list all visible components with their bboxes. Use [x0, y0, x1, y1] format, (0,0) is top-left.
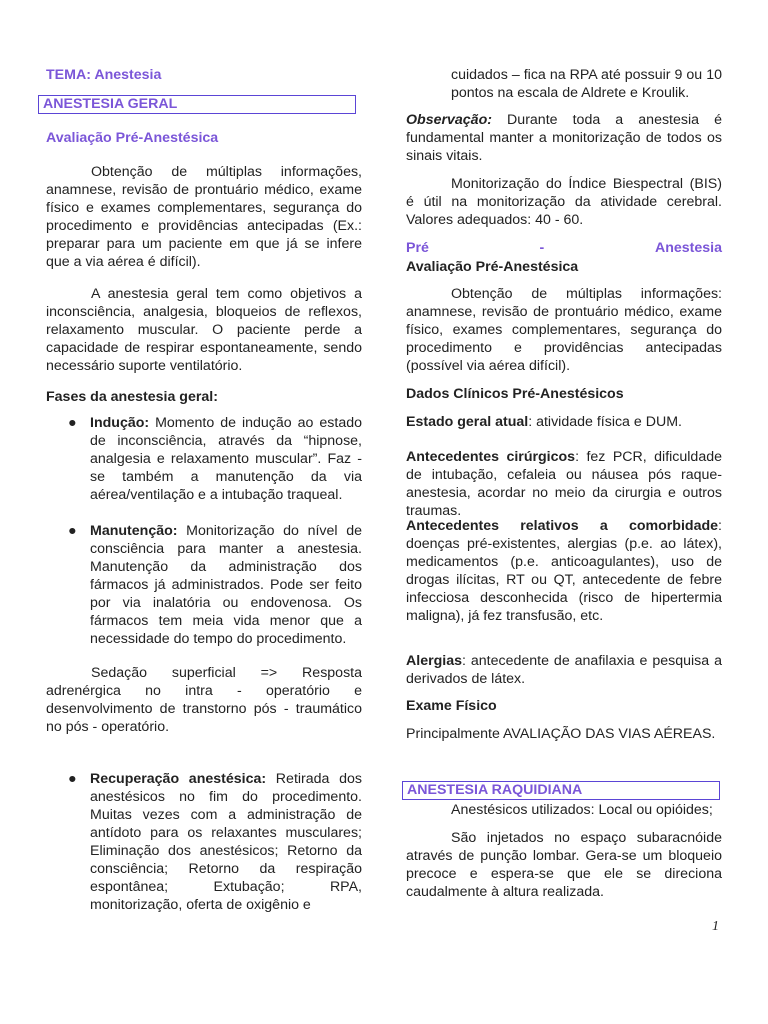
list-item-manutencao: [46, 522, 362, 652]
paragraph-sedacao: Sedação superficial => Resposta adrenérgica no intra - operatório e desenvolvimento de transtorno pós - traumático no pós - operatório.: [46, 665, 362, 735]
dados-clinicos-heading: Dados Clínicos Pré-Anestésicos: [406, 386, 624, 402]
inducao-text: Indução: Momento de indução ao estado de inconsciência, através da “hipnose, analgesia e relaxamento muscular”. Faz - se também a manutenção da via aérea/ventilação e a intubação traqueal.: [90, 415, 362, 503]
bullet-icon: ●: [68, 771, 77, 787]
exame-fisico-heading: Exame Físico: [406, 698, 497, 714]
bullet-icon: ●: [68, 523, 77, 539]
observacao-label: Observação:: [406, 112, 492, 128]
list-item-inducao: [46, 414, 362, 514]
paragraph-obtencao: Obtenção de múltiplas informações, anamnese, revisão de prontuário médico, exame físico e exames complementares, segurança do procedimento e providências antecipadas (Ex.: preparar para um paciente em que já se infere que a via aérea é difícil).: [46, 164, 362, 270]
paragraph-bis: Monitorização do Índice Biespectral (BIS) é útil na monitorização da atividade cerebral. Valores adequados: 40 - 60.: [406, 176, 722, 228]
paragraph-estado-geral: Estado geral atual: atividade física e DUM.: [406, 414, 682, 430]
paragraph-comorbidade: Antecedentes relativos a comorbidade: doenças pré-existentes, alergias (p.e. ao látex), medicamentos (p.e. anticoagulantes), uso de drogas ilícitas, RT ou QT, antecedente de febre infecciosa desconhecida (risco de hipertermia maligna), já fez transfusão, etc.: [406, 518, 722, 624]
bullet-icon: ●: [68, 415, 77, 431]
paragraph-antecedentes-cirurgicos: Antecedentes cirúrgicos: fez PCR, dificuldade de intubação, cefaleia ou náusea pós raque-anestesia, acordar no meio da cirurgia e outros traumas.: [406, 449, 722, 519]
paragraph-exame-fisico: Principalmente AVALIAÇÃO DAS VIAS AÉREAS.: [406, 726, 716, 742]
paragraph-obtencao-right: Obtenção de múltiplas informações: anamnese, revisão de prontuário médico, exame físico, exames complementares, segurança do procedimento e providências antecipadas (possível via aérea difícil).: [406, 286, 722, 374]
inducao-label: Indução:: [90, 415, 150, 431]
pre-anestesia-heading: Pré - Anestesia: [406, 240, 722, 256]
paragraph-injetados: São injetados no espaço subaracnóide através de punção lombar. Gera-se um bloqueio precoce e espera-se que ele se direciona caudalmente à altura realizada.: [406, 830, 722, 900]
subsection-avaliacao: Avaliação Pré-Anestésica: [46, 130, 219, 146]
fases-heading: Fases da anestesia geral:: [46, 389, 218, 405]
paragraph-observacao: Observação: Durante toda a anestesia é fundamental manter a monitorização de todos os sinais vitais.: [406, 112, 722, 164]
paragraph-objetivos: A anestesia geral tem como objetivos a inconsciência, analgesia, bloqueios de reflexos, relaxamento muscular. O paciente perde a capacidade de respirar espontaneamente, sendo necessário suporte ventilatório.: [46, 286, 362, 374]
section-anestesia-raquidiana: ANESTESIA RAQUIDIANA: [402, 781, 720, 800]
section-anestesia-geral: ANESTESIA GERAL: [38, 95, 356, 114]
recuperacao-text: Recuperação anestésica: Retirada dos anestésicos no fim do procedimento. Muitas vezes com a administração de antídoto para os relaxantes musculares; Eliminação dos anestésicos; Retorno da consciência; Retorno da respiração espontânea; Extubação; RPA, monitorização, oferta de oxigênio e: [90, 771, 363, 913]
list-item-recuperacao: [46, 770, 363, 913]
avaliacao-heading: Avaliação Pré-Anestésica: [406, 259, 579, 275]
recuperacao-label: Recuperação anestésica:: [90, 771, 267, 787]
paragraph-alergias: Alergias: antecedente de anafilaxia e pesquisa a derivados de látex.: [406, 653, 722, 687]
topic-title: TEMA: Anestesia: [46, 67, 162, 83]
paragraph-cuidados: cuidados – fica na RPA até possuir 9 ou 10 pontos na escala de Aldrete e Kroulik.: [451, 67, 722, 101]
page-number: 1: [712, 919, 719, 934]
paragraph-anestesicos: Anestésicos utilizados: Local ou opióides;: [451, 802, 713, 818]
manutencao-text: Manutenção: Monitorização do nível de consciência para manter a anestesia. Manutenção da administração dos fármacos já administrados. Pode ser feito por via inalatória ou endovenosa. Os fármacos tem meia vida menor que a necessidade do tempo do procedimento.: [90, 523, 362, 647]
manutencao-label: Manutenção:: [90, 523, 178, 539]
